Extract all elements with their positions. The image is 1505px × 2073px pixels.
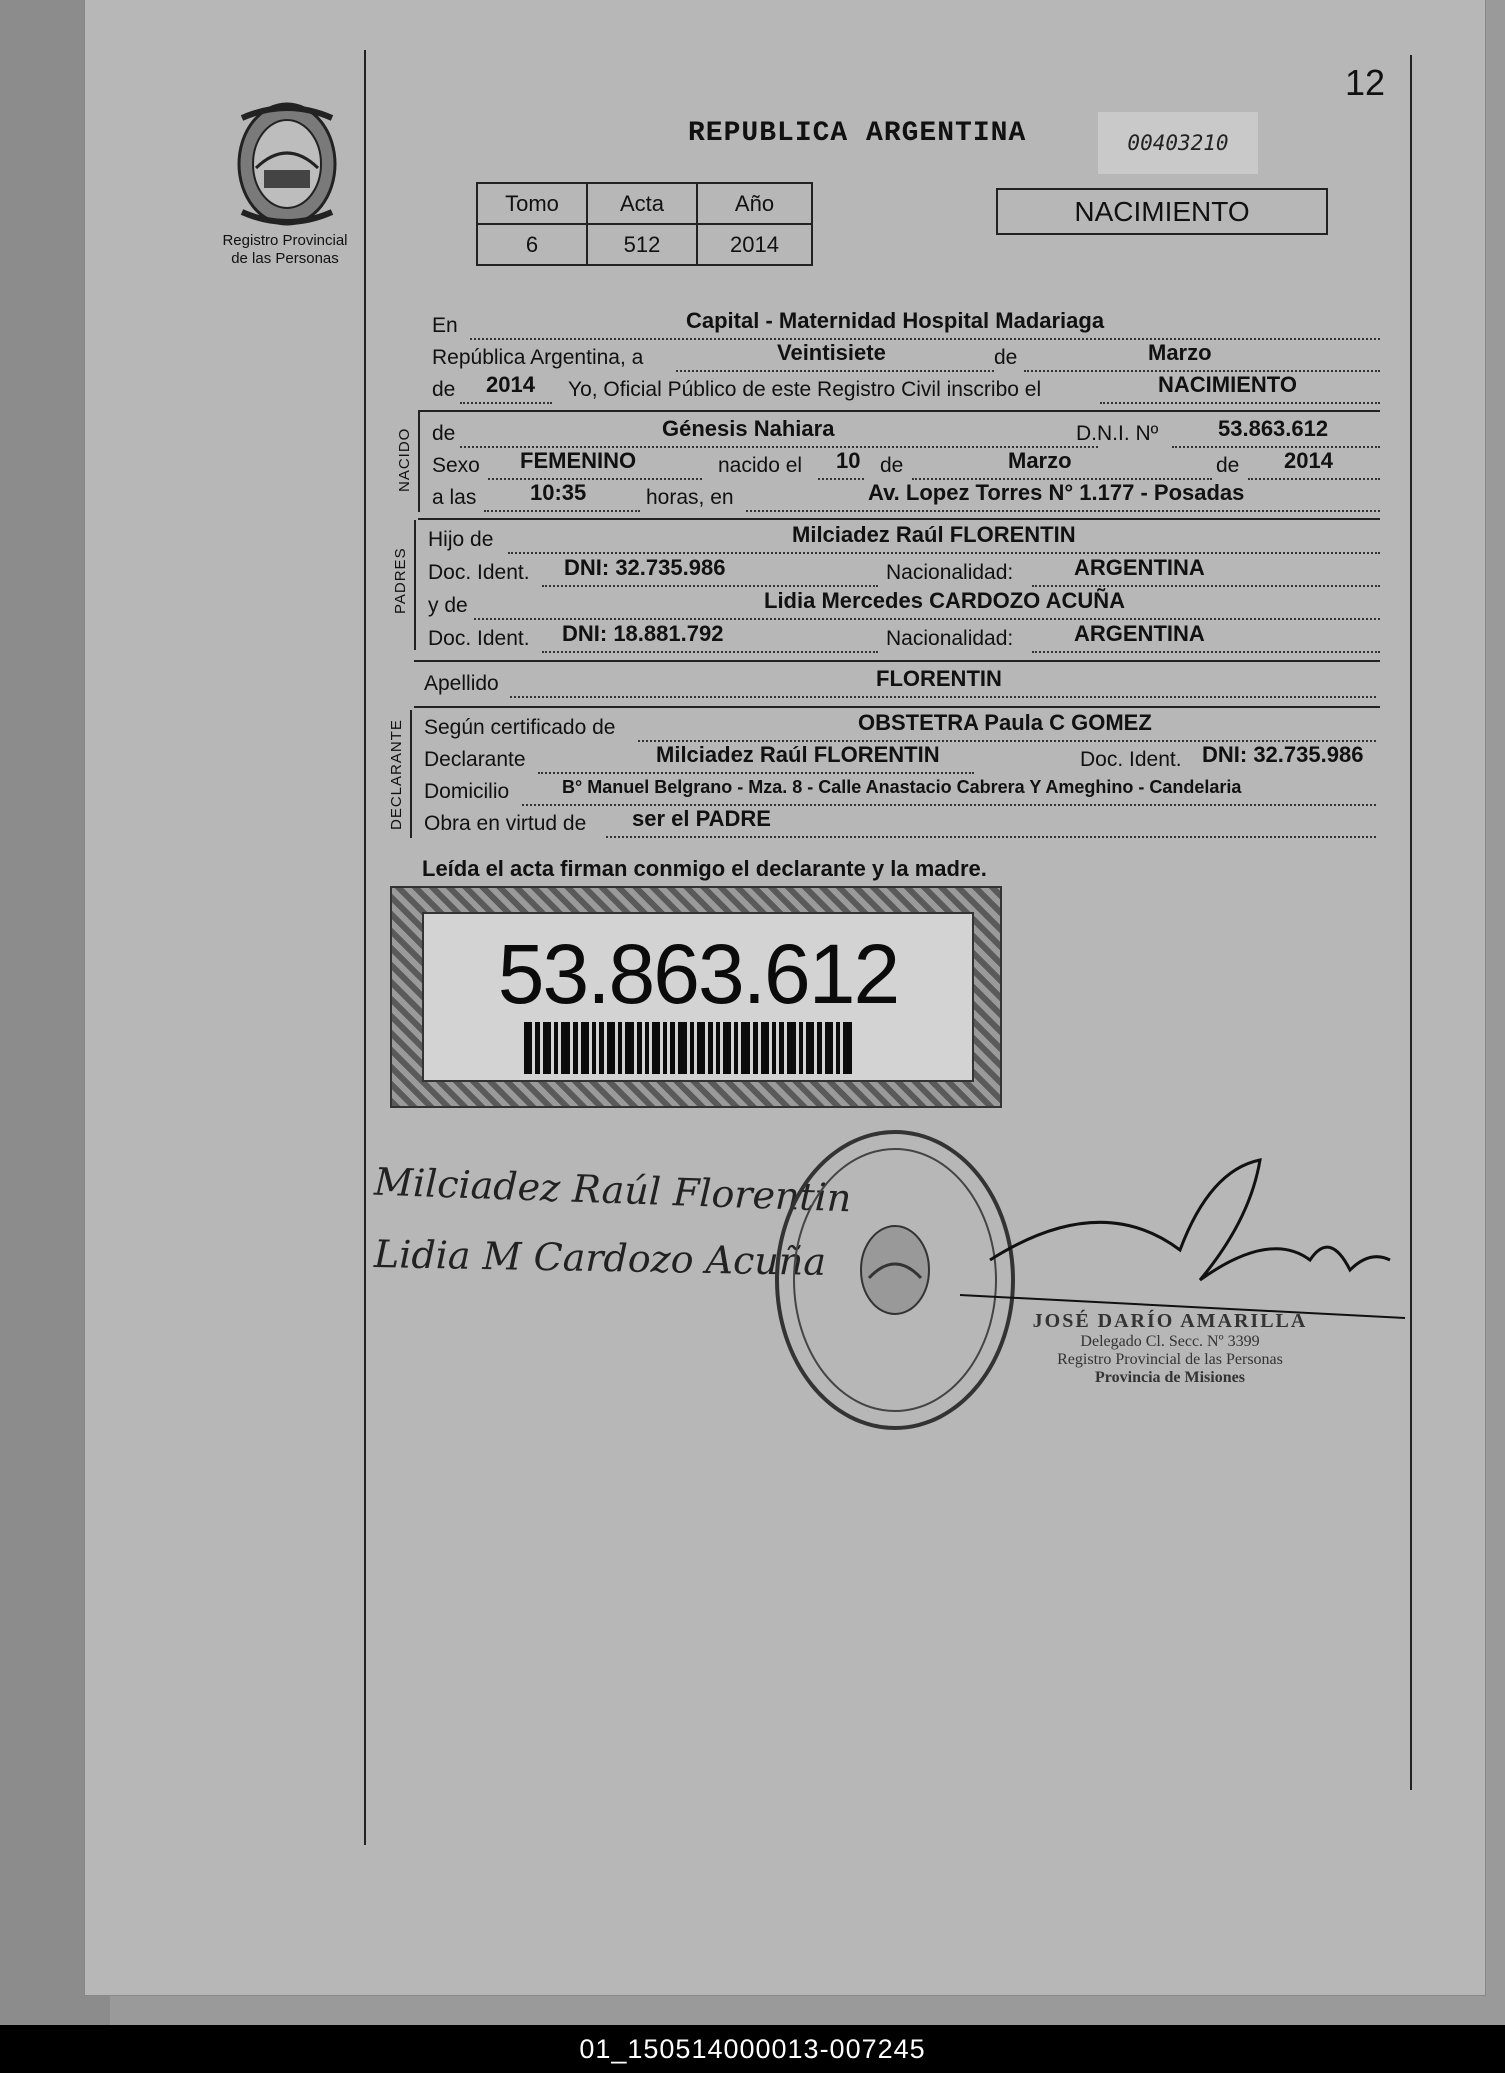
apellido-label: Apellido — [424, 672, 499, 695]
mother-doc: DNI: 18.881.792 — [562, 621, 724, 646]
inscribo-value: NACIMIENTO — [1158, 372, 1297, 397]
line-father-doc — [428, 555, 1380, 589]
line-certificado — [424, 710, 1376, 744]
id-sticker-inner — [422, 912, 974, 1082]
de-label-2: de — [432, 378, 456, 401]
line-nacido-sexo — [432, 448, 1380, 482]
record-header-tomo: Tomo — [477, 183, 587, 224]
month-value: Marzo — [1148, 340, 1212, 365]
record-value-acta: 512 — [587, 224, 697, 265]
dni-label: D.N.I. Nº — [1076, 422, 1159, 445]
registry-label-line2: de las Personas — [231, 250, 339, 267]
officer-title: Delegado Cl. Secc. Nº 3399 — [1080, 1333, 1260, 1350]
cert-label: Según certificado de — [424, 716, 616, 739]
line-nacido-name — [432, 416, 1380, 450]
cert-value: OBSTETRA Paula C GOMEZ — [858, 710, 1152, 735]
line-mother-doc — [428, 621, 1380, 655]
nacido-el-label: nacido el — [718, 454, 803, 477]
decl-label: Declarante — [424, 748, 526, 771]
apellido-divider — [414, 706, 1380, 708]
father-signature: Milciadez Raúl Florentin — [373, 1159, 853, 1221]
father-nationality: ARGENTINA — [1074, 555, 1205, 580]
child-dni: 53.863.612 — [1218, 416, 1329, 441]
en-label: En — [432, 314, 458, 337]
nacido-bracket — [418, 412, 420, 512]
officer-province: Provincia de Misiones — [1095, 1369, 1245, 1386]
record-type-box: NACIMIENTO — [996, 188, 1328, 235]
padres-divider — [414, 660, 1380, 662]
barcode — [524, 1022, 896, 1074]
scan-filename: 01_150514000013-007245 — [0, 2025, 1505, 2073]
line-hijo — [428, 522, 1380, 556]
birth-de-1: de — [880, 454, 904, 477]
mother-doc-label: Doc. Ident. — [428, 627, 530, 650]
record-header-acta: Acta — [587, 183, 697, 224]
apellido-value: FLORENTIN — [876, 666, 1002, 691]
father-doc: DNI: 32.735.986 — [564, 555, 726, 580]
seal-emblem-icon — [855, 1220, 935, 1320]
page-number: 12 — [1345, 62, 1386, 103]
sexo-value: FEMENINO — [520, 448, 637, 473]
record-value-row — [477, 224, 812, 265]
father-nat-label: Nacionalidad: — [886, 561, 1014, 584]
day-value: Veintisiete — [777, 340, 886, 365]
mother-nationality: ARGENTINA — [1074, 621, 1205, 646]
decl-doc-value: DNI: 32.735.986 — [1202, 742, 1364, 767]
section-padres: PADRES — [392, 547, 409, 614]
line-apellido — [424, 666, 1376, 700]
de-label: de — [994, 346, 1018, 369]
mother-name: Lidia Mercedes CARDOZO ACUÑA — [764, 588, 1126, 613]
yde-label: y de — [428, 594, 468, 617]
country-heading: REPUBLICA ARGENTINA — [688, 118, 1027, 149]
declarante-bracket — [410, 710, 412, 838]
padres-bracket — [414, 520, 416, 650]
registry-label — [200, 232, 370, 268]
officer-signature-icon — [950, 1130, 1410, 1330]
sexo-label: Sexo — [432, 454, 480, 477]
dom-label: Domicilio — [424, 780, 510, 803]
horas-label: horas, en — [646, 486, 734, 509]
line-nacido-hora — [432, 480, 1380, 514]
mother-signature: Lidia M Cardozo Acuña — [373, 1232, 827, 1284]
line-en — [432, 308, 1380, 342]
line-obra — [424, 806, 1376, 840]
alas-label: a las — [432, 486, 477, 509]
section-declarante: DECLARANTE — [388, 719, 405, 830]
record-table — [476, 182, 813, 266]
decl-value: Milciadez Raúl FLORENTIN — [656, 742, 940, 767]
father-doc-label: Doc. Ident. — [428, 561, 530, 584]
section-nacido: NACIDO — [396, 427, 413, 492]
decl-doc-label: Doc. Ident. — [1080, 748, 1182, 771]
birth-time: 10:35 — [530, 480, 587, 505]
provincia-misiones-emblem-icon — [228, 98, 346, 230]
father-name: Milciadez Raúl FLORENTIN — [792, 522, 1076, 547]
line-declarante — [424, 742, 1376, 776]
birth-place: Av. Lopez Torres N° 1.177 - Posadas — [868, 480, 1245, 505]
record-value-anio: 2014 — [697, 224, 812, 265]
line-domicilio — [424, 777, 1376, 808]
line-republica — [432, 340, 1380, 374]
serial-number: 00403210 — [1098, 112, 1258, 174]
child-name: Génesis Nahiara — [662, 416, 835, 441]
left-border-line — [364, 50, 366, 1845]
line-ymadre — [428, 588, 1380, 622]
birth-year: 2014 — [1284, 448, 1333, 473]
closing-statement: Leída el acta firman conmigo el declarante y la madre. — [422, 856, 987, 881]
dom-value: B° Manuel Belgrano - Mza. 8 - Calle Anastacio Cabrera Y Ameghino - Candelaria — [562, 777, 1242, 797]
obra-label: Obra en virtud de — [424, 812, 587, 835]
birth-day: 10 — [836, 448, 861, 473]
birth-month: Marzo — [1008, 448, 1072, 473]
record-header-anio: Año — [697, 183, 812, 224]
registry-label-line1: Registro Provincial — [222, 232, 348, 249]
record-header-row — [477, 183, 812, 224]
yo-text: Yo, Oficial Público de este Registro Civil inscribo el — [568, 378, 1042, 401]
year-value: 2014 — [486, 372, 535, 397]
officer-stamp — [1000, 1310, 1340, 1387]
sticker-number: 53.863.612 — [497, 927, 899, 1021]
mother-nat-label: Nacionalidad: — [886, 627, 1014, 650]
id-sticker — [390, 886, 1002, 1108]
obra-value: ser el PADRE — [632, 806, 771, 831]
hijo-label: Hijo de — [428, 528, 494, 551]
officer-name: JOSÉ DARÍO AMARILLA — [1032, 1310, 1308, 1332]
republica-label: República Argentina, a — [432, 346, 644, 369]
right-border-line — [1410, 55, 1412, 1790]
nacido-divider — [418, 518, 1380, 520]
birth-de-2: de — [1216, 454, 1240, 477]
line-year — [432, 372, 1380, 406]
intro-divider — [418, 410, 1380, 412]
nacido-de-label: de — [432, 422, 456, 445]
officer-office: Registro Provincial de las Personas — [1057, 1351, 1283, 1368]
en-value: Capital - Maternidad Hospital Madariaga — [686, 308, 1105, 333]
record-value-tomo: 6 — [477, 224, 587, 265]
